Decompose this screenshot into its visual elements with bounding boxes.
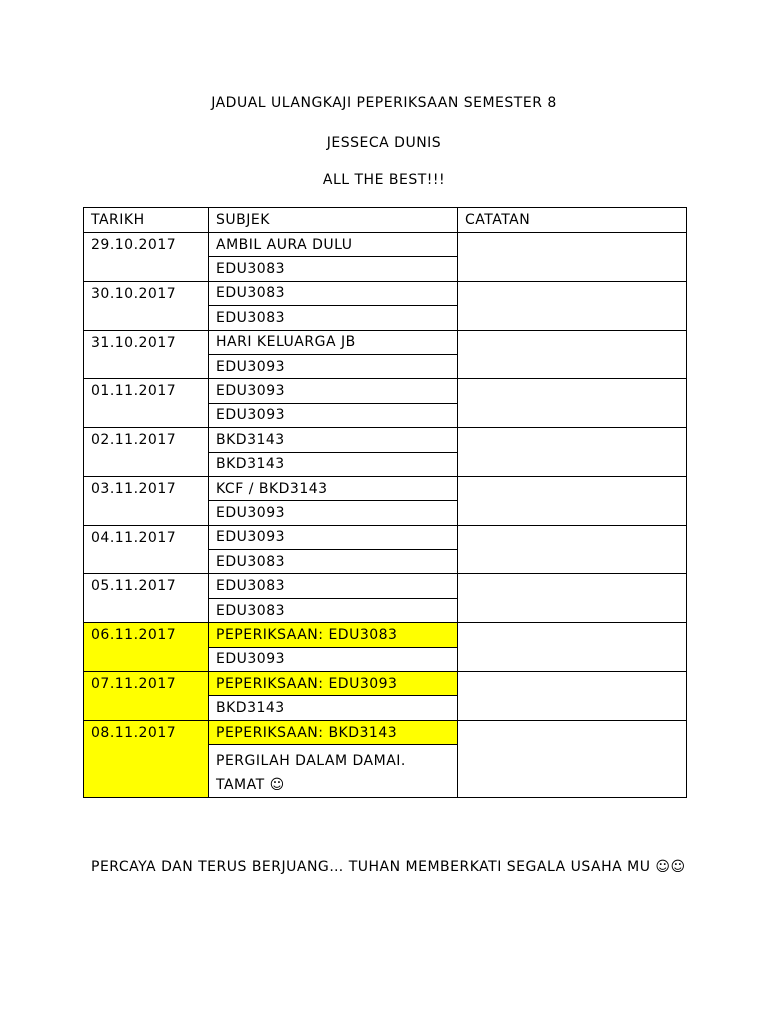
subject-cell: EDU3093 <box>209 354 458 378</box>
date-cell: 07.11.2017 <box>84 672 209 721</box>
subject-cell: EDU3093 <box>209 647 458 671</box>
date-cell: 01.11.2017 <box>84 379 209 428</box>
subject-cell: PEPERIKSAAN: EDU3093 <box>209 672 458 696</box>
student-name: JESSECA DUNIS <box>326 135 442 151</box>
date-cell: 31.10.2017 <box>84 330 209 379</box>
date-cell: 05.11.2017 <box>84 574 209 623</box>
subject-cell: EDU3083 <box>209 257 458 281</box>
table-row <box>84 476 687 500</box>
subject-cell: HARI KELUARGA JB <box>209 330 458 354</box>
notes-cell <box>458 672 687 721</box>
closing-message: PERCAYA DAN TERUS BERJUANG… TUHAN MEMBERKATI SEGALA USAHA MU ☺☺ <box>91 859 686 875</box>
table-row <box>84 281 687 305</box>
schedule-table <box>83 207 687 798</box>
notes-cell <box>458 281 687 330</box>
subject-cell: EDU3083 <box>209 574 458 598</box>
subject-cell: EDU3083 <box>209 550 458 574</box>
subject-cell: BKD3143 <box>209 452 458 476</box>
subject-cell: EDU3093 <box>209 501 458 525</box>
table-body <box>84 233 687 798</box>
subject-cell: AMBIL AURA DULU <box>209 233 458 257</box>
table-header-row <box>84 208 687 233</box>
notes-cell <box>458 233 687 282</box>
notes-cell <box>458 623 687 672</box>
notes-cell <box>458 330 687 379</box>
document-title: JADUAL ULANGKAJI PEPERIKSAAN SEMESTER 8 <box>211 95 557 111</box>
notes-cell <box>458 428 687 477</box>
notes-cell <box>458 525 687 574</box>
subject-cell: EDU3083 <box>209 306 458 330</box>
table-row <box>84 330 687 354</box>
table-row <box>84 672 687 696</box>
date-cell: 06.11.2017 <box>84 623 209 672</box>
table-row <box>84 379 687 403</box>
column-header-subject: SUBJEK <box>209 208 458 233</box>
subject-cell: EDU3083 <box>209 281 458 305</box>
subject-cell: EDU3083 <box>209 598 458 622</box>
subject-cell: EDU3093 <box>209 379 458 403</box>
notes-cell <box>458 476 687 525</box>
date-cell: 03.11.2017 <box>84 476 209 525</box>
date-cell: 29.10.2017 <box>84 233 209 282</box>
table-row <box>84 623 687 647</box>
table-row <box>84 233 687 257</box>
subject-cell: EDU3093 <box>209 525 458 549</box>
date-cell: 04.11.2017 <box>84 525 209 574</box>
motto: ALL THE BEST!!! <box>322 172 446 188</box>
column-header-date: TARIKH <box>84 208 209 233</box>
date-cell: 02.11.2017 <box>84 428 209 477</box>
subject-cell: EDU3093 <box>209 403 458 427</box>
column-header-notes: CATATAN <box>458 208 687 233</box>
subject-cell: BKD3143 <box>209 696 458 720</box>
notes-cell <box>458 720 687 797</box>
table-row <box>84 574 687 598</box>
subject-cell: KCF / BKD3143 <box>209 476 458 500</box>
subject-cell: PEPERIKSAAN: EDU3083 <box>209 623 458 647</box>
date-cell: 30.10.2017 <box>84 281 209 330</box>
table-row <box>84 720 687 744</box>
date-cell: 08.11.2017 <box>84 720 209 797</box>
table-row <box>84 428 687 452</box>
subject-cell: BKD3143 <box>209 428 458 452</box>
table-row <box>84 525 687 549</box>
notes-cell <box>458 379 687 428</box>
subject-cell: PEPERIKSAAN: BKD3143 <box>209 720 458 744</box>
notes-cell <box>458 574 687 623</box>
subject-cell: PERGILAH DALAM DAMAI. TAMAT ☺ <box>209 745 458 798</box>
